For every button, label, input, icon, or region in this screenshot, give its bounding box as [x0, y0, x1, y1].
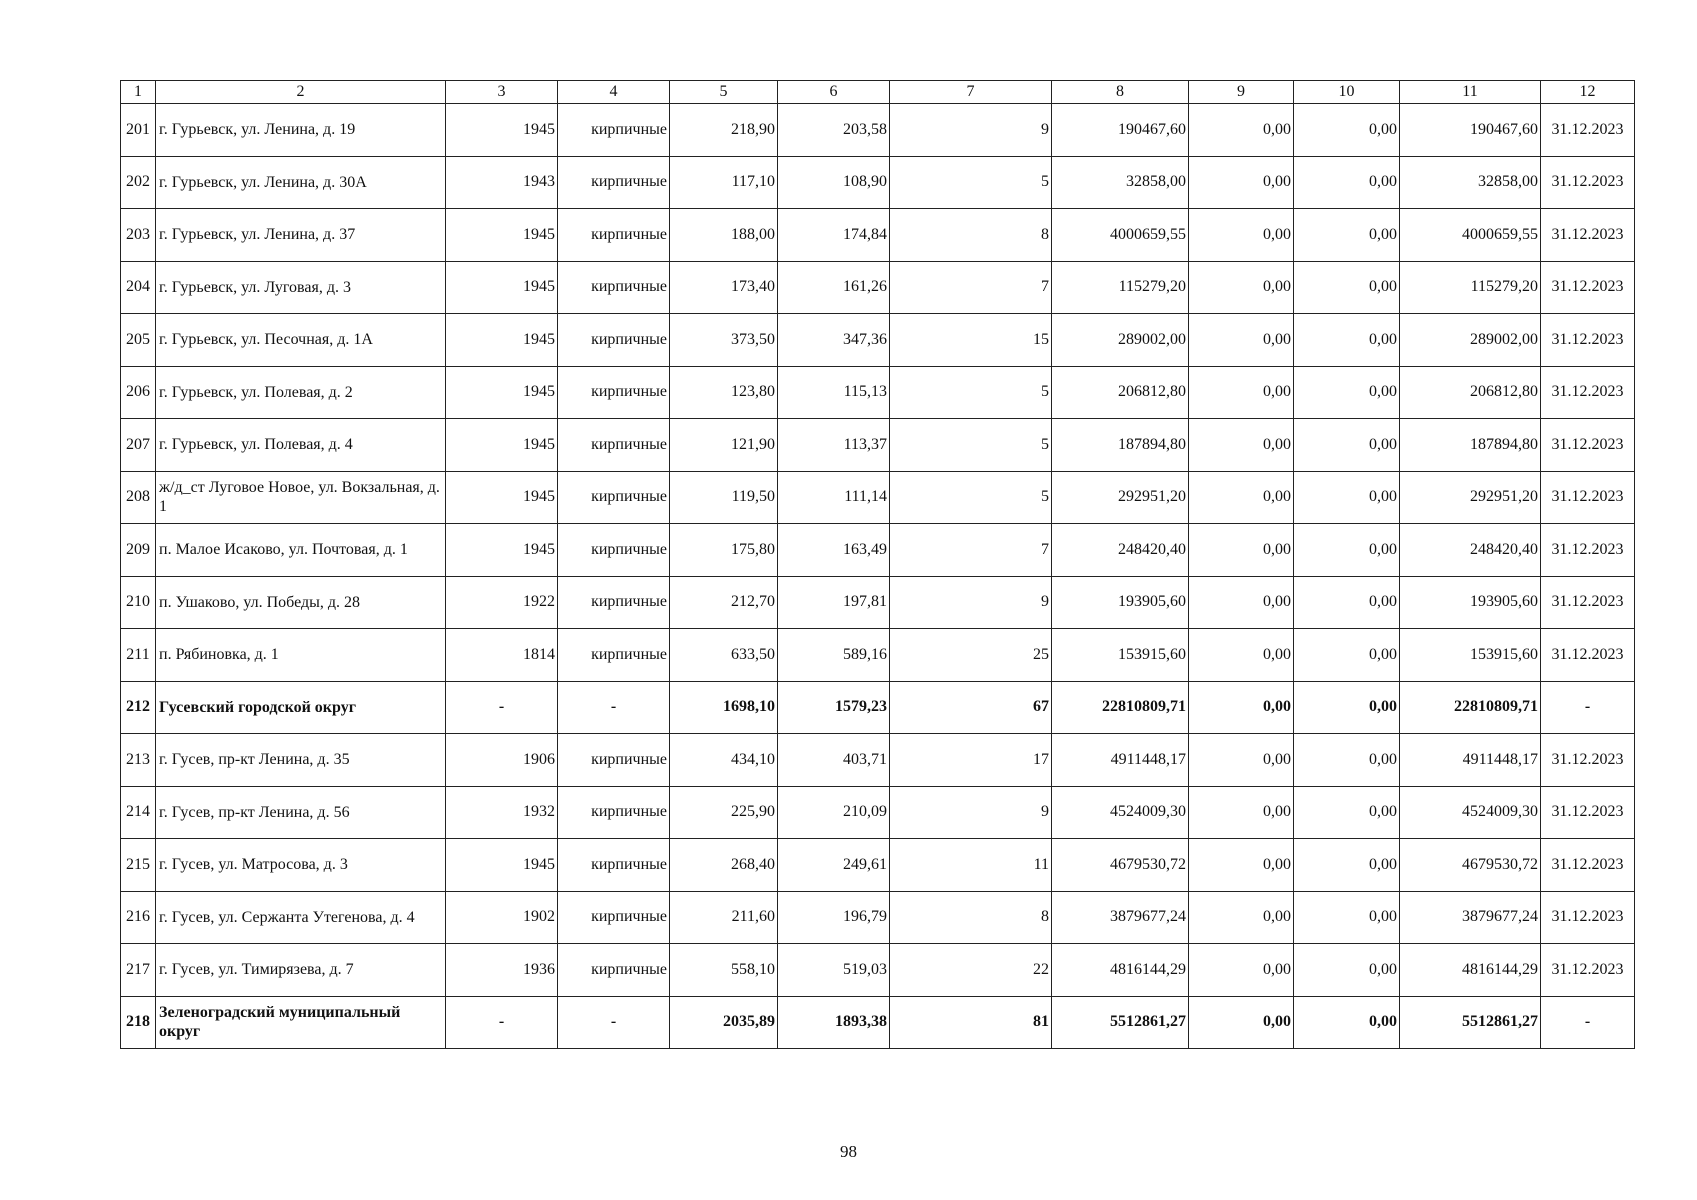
column-header: 12 — [1541, 81, 1635, 104]
table-row — [121, 786, 1635, 839]
material-cell: кирпичные — [558, 471, 670, 524]
cost-budget-cell: 0,00 — [1294, 366, 1400, 419]
area-total-cell: 1698,10 — [670, 681, 778, 734]
cost-budget-cell: 0,00 — [1294, 786, 1400, 839]
material-cell: кирпичные — [558, 366, 670, 419]
cost-fund-cell: 0,00 — [1189, 681, 1294, 734]
cost-total-cell: 32858,00 — [1052, 156, 1189, 209]
year-cell: 1943 — [446, 156, 558, 209]
residents-cell: 9 — [890, 104, 1052, 157]
cost-fund-cell: 0,00 — [1189, 471, 1294, 524]
cost-total-cell: 292951,20 — [1052, 471, 1189, 524]
cost-total-cell: 3879677,24 — [1052, 891, 1189, 944]
address-cell: г. Гурьевск, ул. Ленина, д. 30А — [156, 156, 446, 209]
year-cell: 1945 — [446, 314, 558, 367]
table-row — [121, 261, 1635, 314]
cost-budget-cell: 0,00 — [1294, 734, 1400, 787]
cost-total-cell: 193905,60 — [1052, 576, 1189, 629]
deadline-cell: - — [1541, 996, 1635, 1049]
cost-budget-cell: 0,00 — [1294, 891, 1400, 944]
year-cell: 1945 — [446, 419, 558, 472]
column-header: 11 — [1400, 81, 1541, 104]
area-total-cell: 211,60 — [670, 891, 778, 944]
cost-total-cell: 187894,80 — [1052, 419, 1189, 472]
cost-total-cell: 4524009,30 — [1052, 786, 1189, 839]
cost-fund-cell: 0,00 — [1189, 839, 1294, 892]
housing-table — [120, 80, 1635, 1049]
cost-total-cell: 4911448,17 — [1052, 734, 1189, 787]
material-cell: кирпичные — [558, 104, 670, 157]
residents-cell: 7 — [890, 261, 1052, 314]
address-cell: г. Гурьевск, ул. Ленина, д. 19 — [156, 104, 446, 157]
cost-other-cell: 206812,80 — [1400, 366, 1541, 419]
cost-budget-cell: 0,00 — [1294, 261, 1400, 314]
cost-fund-cell: 0,00 — [1189, 209, 1294, 262]
year-cell: 1945 — [446, 209, 558, 262]
area-total-cell: 268,40 — [670, 839, 778, 892]
cost-budget-cell: 0,00 — [1294, 629, 1400, 682]
row-number: 205 — [121, 314, 156, 367]
material-cell: кирпичные — [558, 576, 670, 629]
cost-fund-cell: 0,00 — [1189, 104, 1294, 157]
residents-cell: 8 — [890, 209, 1052, 262]
cost-other-cell: 115279,20 — [1400, 261, 1541, 314]
residents-cell: 81 — [890, 996, 1052, 1049]
cost-fund-cell: 0,00 — [1189, 944, 1294, 997]
cost-fund-cell: 0,00 — [1189, 891, 1294, 944]
cost-fund-cell: 0,00 — [1189, 366, 1294, 419]
row-number: 210 — [121, 576, 156, 629]
residents-cell: 11 — [890, 839, 1052, 892]
address-cell: г. Гурьевск, ул. Полевая, д. 2 — [156, 366, 446, 419]
address-cell: п. Малое Исаково, ул. Почтовая, д. 1 — [156, 524, 446, 577]
area-total-cell: 119,50 — [670, 471, 778, 524]
deadline-cell: 31.12.2023 — [1541, 629, 1635, 682]
area-living-cell: 347,36 — [778, 314, 890, 367]
residents-cell: 5 — [890, 419, 1052, 472]
area-living-cell: 111,14 — [778, 471, 890, 524]
year-cell: 1945 — [446, 524, 558, 577]
material-cell: - — [558, 996, 670, 1049]
row-number: 208 — [121, 471, 156, 524]
material-cell: кирпичные — [558, 209, 670, 262]
cost-other-cell: 4911448,17 — [1400, 734, 1541, 787]
cost-total-cell: 153915,60 — [1052, 629, 1189, 682]
row-number: 202 — [121, 156, 156, 209]
material-cell: кирпичные — [558, 944, 670, 997]
table-body — [121, 104, 1635, 1049]
address-cell: п. Ушаково, ул. Победы, д. 28 — [156, 576, 446, 629]
area-living-cell: 161,26 — [778, 261, 890, 314]
material-cell: кирпичные — [558, 891, 670, 944]
cost-fund-cell: 0,00 — [1189, 734, 1294, 787]
document-sheet — [120, 80, 1634, 1049]
row-number: 206 — [121, 366, 156, 419]
cost-total-cell: 4000659,55 — [1052, 209, 1189, 262]
cost-budget-cell: 0,00 — [1294, 156, 1400, 209]
deadline-cell: 31.12.2023 — [1541, 209, 1635, 262]
row-number: 203 — [121, 209, 156, 262]
row-number: 218 — [121, 996, 156, 1049]
deadline-cell: 31.12.2023 — [1541, 156, 1635, 209]
deadline-cell: 31.12.2023 — [1541, 891, 1635, 944]
cost-other-cell: 289002,00 — [1400, 314, 1541, 367]
residents-cell: 5 — [890, 471, 1052, 524]
column-header: 10 — [1294, 81, 1400, 104]
column-header: 6 — [778, 81, 890, 104]
cost-fund-cell: 0,00 — [1189, 524, 1294, 577]
area-living-cell: 1579,23 — [778, 681, 890, 734]
cost-fund-cell: 0,00 — [1189, 419, 1294, 472]
residents-cell: 25 — [890, 629, 1052, 682]
table-row — [121, 944, 1635, 997]
area-total-cell: 373,50 — [670, 314, 778, 367]
deadline-cell: 31.12.2023 — [1541, 944, 1635, 997]
cost-other-cell: 22810809,71 — [1400, 681, 1541, 734]
cost-total-cell: 5512861,27 — [1052, 996, 1189, 1049]
table-row — [121, 209, 1635, 262]
address-cell: г. Гусев, ул. Тимирязева, д. 7 — [156, 944, 446, 997]
deadline-cell: 31.12.2023 — [1541, 786, 1635, 839]
year-cell: - — [446, 996, 558, 1049]
cost-budget-cell: 0,00 — [1294, 576, 1400, 629]
deadline-cell: 31.12.2023 — [1541, 524, 1635, 577]
cost-fund-cell: 0,00 — [1189, 996, 1294, 1049]
material-cell: кирпичные — [558, 786, 670, 839]
year-cell: 1945 — [446, 366, 558, 419]
cost-budget-cell: 0,00 — [1294, 839, 1400, 892]
year-cell: - — [446, 681, 558, 734]
column-header: 3 — [446, 81, 558, 104]
area-total-cell: 121,90 — [670, 419, 778, 472]
cost-fund-cell: 0,00 — [1189, 156, 1294, 209]
cost-budget-cell: 0,00 — [1294, 471, 1400, 524]
material-cell: кирпичные — [558, 419, 670, 472]
area-total-cell: 218,90 — [670, 104, 778, 157]
table-row — [121, 524, 1635, 577]
column-header: 2 — [156, 81, 446, 104]
address-cell: г. Гусев, пр-кт Ленина, д. 56 — [156, 786, 446, 839]
cost-budget-cell: 0,00 — [1294, 524, 1400, 577]
area-total-cell: 558,10 — [670, 944, 778, 997]
area-total-cell: 117,10 — [670, 156, 778, 209]
material-cell: кирпичные — [558, 156, 670, 209]
deadline-cell: - — [1541, 681, 1635, 734]
area-total-cell: 173,40 — [670, 261, 778, 314]
year-cell: 1945 — [446, 839, 558, 892]
area-total-cell: 434,10 — [670, 734, 778, 787]
column-header: 5 — [670, 81, 778, 104]
address-cell: г. Гурьевск, ул. Луговая, д. 3 — [156, 261, 446, 314]
cost-budget-cell: 0,00 — [1294, 104, 1400, 157]
cost-budget-cell: 0,00 — [1294, 314, 1400, 367]
cost-other-cell: 4000659,55 — [1400, 209, 1541, 262]
area-living-cell: 113,37 — [778, 419, 890, 472]
row-number: 209 — [121, 524, 156, 577]
cost-fund-cell: 0,00 — [1189, 629, 1294, 682]
residents-cell: 8 — [890, 891, 1052, 944]
row-number: 207 — [121, 419, 156, 472]
table-row — [121, 576, 1635, 629]
cost-fund-cell: 0,00 — [1189, 576, 1294, 629]
area-living-cell: 519,03 — [778, 944, 890, 997]
column-header: 7 — [890, 81, 1052, 104]
column-header: 1 — [121, 81, 156, 104]
area-living-cell: 174,84 — [778, 209, 890, 262]
cost-fund-cell: 0,00 — [1189, 786, 1294, 839]
deadline-cell: 31.12.2023 — [1541, 419, 1635, 472]
residents-cell: 22 — [890, 944, 1052, 997]
address-cell: г. Гусев, ул. Сержанта Утегенова, д. 4 — [156, 891, 446, 944]
cost-fund-cell: 0,00 — [1189, 314, 1294, 367]
table-row — [121, 839, 1635, 892]
year-cell: 1814 — [446, 629, 558, 682]
address-cell: ж/д_ст Луговое Новое, ул. Вокзальная, д. 1 — [156, 471, 446, 524]
cost-budget-cell: 0,00 — [1294, 944, 1400, 997]
residents-cell: 7 — [890, 524, 1052, 577]
row-number: 216 — [121, 891, 156, 944]
deadline-cell: 31.12.2023 — [1541, 104, 1635, 157]
area-living-cell: 197,81 — [778, 576, 890, 629]
cost-other-cell: 187894,80 — [1400, 419, 1541, 472]
residents-cell: 9 — [890, 576, 1052, 629]
cost-other-cell: 292951,20 — [1400, 471, 1541, 524]
year-cell: 1902 — [446, 891, 558, 944]
total-row — [121, 996, 1635, 1049]
material-cell: кирпичные — [558, 734, 670, 787]
table-row — [121, 734, 1635, 787]
cost-other-cell: 4679530,72 — [1400, 839, 1541, 892]
area-living-cell: 403,71 — [778, 734, 890, 787]
residents-cell: 17 — [890, 734, 1052, 787]
material-cell: кирпичные — [558, 524, 670, 577]
cost-total-cell: 248420,40 — [1052, 524, 1189, 577]
deadline-cell: 31.12.2023 — [1541, 471, 1635, 524]
cost-other-cell: 4816144,29 — [1400, 944, 1541, 997]
year-cell: 1922 — [446, 576, 558, 629]
table-row — [121, 891, 1635, 944]
residents-cell: 67 — [890, 681, 1052, 734]
row-number: 211 — [121, 629, 156, 682]
area-living-cell: 203,58 — [778, 104, 890, 157]
address-cell: Гусевский городской округ — [156, 681, 446, 734]
address-cell: г. Гусев, ул. Матросова, д. 3 — [156, 839, 446, 892]
area-living-cell: 196,79 — [778, 891, 890, 944]
cost-other-cell: 5512861,27 — [1400, 996, 1541, 1049]
cost-total-cell: 115279,20 — [1052, 261, 1189, 314]
page-number: 98 — [840, 1142, 857, 1161]
cost-total-cell: 4816144,29 — [1052, 944, 1189, 997]
deadline-cell: 31.12.2023 — [1541, 261, 1635, 314]
area-total-cell: 225,90 — [670, 786, 778, 839]
cost-budget-cell: 0,00 — [1294, 419, 1400, 472]
cost-total-cell: 206812,80 — [1052, 366, 1189, 419]
material-cell: кирпичные — [558, 314, 670, 367]
area-living-cell: 1893,38 — [778, 996, 890, 1049]
year-cell: 1945 — [446, 471, 558, 524]
area-living-cell: 589,16 — [778, 629, 890, 682]
area-total-cell: 175,80 — [670, 524, 778, 577]
residents-cell: 15 — [890, 314, 1052, 367]
total-row — [121, 681, 1635, 734]
address-cell: п. Рябиновка, д. 1 — [156, 629, 446, 682]
area-total-cell: 633,50 — [670, 629, 778, 682]
row-number: 204 — [121, 261, 156, 314]
cost-budget-cell: 0,00 — [1294, 681, 1400, 734]
residents-cell: 5 — [890, 366, 1052, 419]
row-number: 215 — [121, 839, 156, 892]
cost-other-cell: 4524009,30 — [1400, 786, 1541, 839]
cost-total-cell: 4679530,72 — [1052, 839, 1189, 892]
cost-other-cell: 32858,00 — [1400, 156, 1541, 209]
area-living-cell: 249,61 — [778, 839, 890, 892]
address-cell: г. Гусев, пр-кт Ленина, д. 35 — [156, 734, 446, 787]
deadline-cell: 31.12.2023 — [1541, 314, 1635, 367]
table-row — [121, 419, 1635, 472]
year-cell: 1932 — [446, 786, 558, 839]
row-number: 213 — [121, 734, 156, 787]
column-header: 4 — [558, 81, 670, 104]
cost-other-cell: 153915,60 — [1400, 629, 1541, 682]
address-cell: г. Гурьевск, ул. Полевая, д. 4 — [156, 419, 446, 472]
material-cell: кирпичные — [558, 839, 670, 892]
area-living-cell: 163,49 — [778, 524, 890, 577]
residents-cell: 9 — [890, 786, 1052, 839]
cost-total-cell: 289002,00 — [1052, 314, 1189, 367]
year-cell: 1906 — [446, 734, 558, 787]
material-cell: кирпичные — [558, 261, 670, 314]
material-cell: кирпичные — [558, 629, 670, 682]
cost-fund-cell: 0,00 — [1189, 261, 1294, 314]
table-row — [121, 471, 1635, 524]
address-cell: г. Гурьевск, ул. Ленина, д. 37 — [156, 209, 446, 262]
row-number: 201 — [121, 104, 156, 157]
address-cell: г. Гурьевск, ул. Песочная, д. 1А — [156, 314, 446, 367]
deadline-cell: 31.12.2023 — [1541, 839, 1635, 892]
cost-total-cell: 22810809,71 — [1052, 681, 1189, 734]
material-cell: - — [558, 681, 670, 734]
cost-other-cell: 3879677,24 — [1400, 891, 1541, 944]
table-row — [121, 156, 1635, 209]
area-living-cell: 115,13 — [778, 366, 890, 419]
deadline-cell: 31.12.2023 — [1541, 734, 1635, 787]
year-cell: 1945 — [446, 104, 558, 157]
cost-budget-cell: 0,00 — [1294, 209, 1400, 262]
residents-cell: 5 — [890, 156, 1052, 209]
cost-total-cell: 190467,60 — [1052, 104, 1189, 157]
table-row — [121, 314, 1635, 367]
year-cell: 1936 — [446, 944, 558, 997]
column-header: 8 — [1052, 81, 1189, 104]
row-number: 214 — [121, 786, 156, 839]
cost-other-cell: 248420,40 — [1400, 524, 1541, 577]
table-row — [121, 629, 1635, 682]
deadline-cell: 31.12.2023 — [1541, 576, 1635, 629]
cost-other-cell: 193905,60 — [1400, 576, 1541, 629]
area-total-cell: 212,70 — [670, 576, 778, 629]
row-number: 217 — [121, 944, 156, 997]
table-row — [121, 104, 1635, 157]
area-living-cell: 210,09 — [778, 786, 890, 839]
row-number: 212 — [121, 681, 156, 734]
cost-other-cell: 190467,60 — [1400, 104, 1541, 157]
header-row — [121, 81, 1635, 104]
area-total-cell: 2035,89 — [670, 996, 778, 1049]
area-total-cell: 123,80 — [670, 366, 778, 419]
address-cell: Зеленоградский муниципальный округ — [156, 996, 446, 1049]
area-total-cell: 188,00 — [670, 209, 778, 262]
area-living-cell: 108,90 — [778, 156, 890, 209]
cost-budget-cell: 0,00 — [1294, 996, 1400, 1049]
deadline-cell: 31.12.2023 — [1541, 366, 1635, 419]
table-row — [121, 366, 1635, 419]
year-cell: 1945 — [446, 261, 558, 314]
column-header: 9 — [1189, 81, 1294, 104]
